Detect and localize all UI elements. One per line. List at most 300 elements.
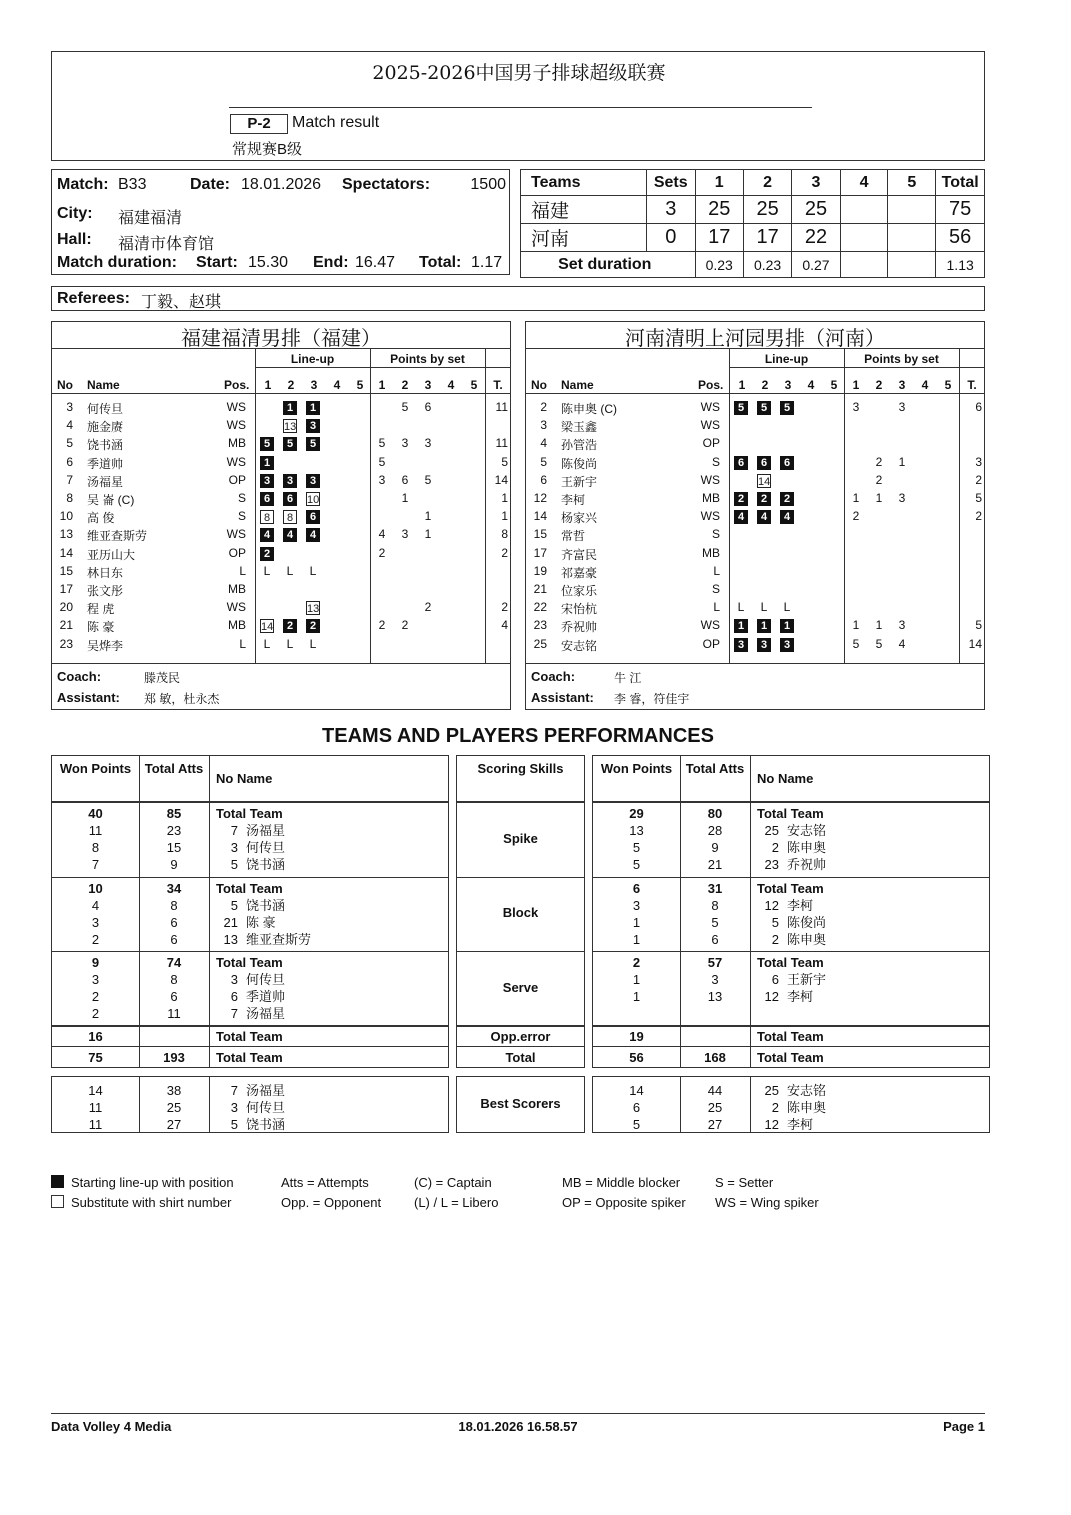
points-set-3: 3 bbox=[898, 491, 906, 505]
player-row bbox=[526, 473, 984, 491]
points-set-3: 3 bbox=[898, 400, 906, 414]
player-number: 2 bbox=[771, 1100, 779, 1115]
referees-box bbox=[51, 286, 985, 311]
points-set-2: 2 bbox=[401, 618, 409, 633]
referees-label: Referees: bbox=[57, 290, 130, 307]
points-set-1: 1 bbox=[852, 618, 860, 633]
coach-label: Coach: bbox=[531, 669, 576, 684]
starting-position-box: 6 bbox=[780, 456, 794, 470]
points-set-3: 6 bbox=[424, 400, 432, 414]
referees-names: 丁毅、赵琪 bbox=[141, 294, 222, 311]
total-atts: 28 bbox=[707, 823, 723, 838]
row-label: Total Team bbox=[757, 1029, 824, 1044]
starting-position-box: 4 bbox=[757, 510, 771, 524]
away-team-name: 河南清明上河园男排（河南） bbox=[625, 326, 885, 350]
points-set-1: 2 bbox=[378, 545, 386, 560]
name-header: Name bbox=[561, 378, 594, 392]
starting-position-box: 4 bbox=[780, 510, 794, 524]
legend-libero: (L) / L = Libero bbox=[414, 1195, 499, 1210]
player-name: 李柯 bbox=[561, 493, 586, 507]
points-set-2: 5 bbox=[875, 636, 883, 651]
perf-header-skill bbox=[456, 755, 585, 802]
set-duration-5 bbox=[888, 252, 936, 278]
total-atts: 44 bbox=[707, 1083, 723, 1098]
player-name: 安志铭 bbox=[787, 823, 827, 838]
points-set-3: 5 bbox=[424, 472, 432, 487]
points-by-set-header: Points by set bbox=[390, 352, 465, 366]
won-points: 4 bbox=[91, 898, 100, 913]
match-label: Match: bbox=[57, 176, 109, 193]
score-total: 56 bbox=[936, 224, 985, 252]
match-info-box bbox=[51, 169, 510, 275]
total-atts: 25 bbox=[166, 1100, 182, 1115]
won-points: 5 bbox=[632, 857, 641, 872]
total-atts: 8 bbox=[711, 898, 719, 913]
starting-position-box: 6 bbox=[757, 456, 771, 470]
player-position: S bbox=[711, 454, 720, 469]
player-name: 汤福星 bbox=[246, 823, 286, 838]
points-set-3: 1 bbox=[424, 509, 432, 524]
lineup-set3-header: 3 bbox=[784, 378, 792, 392]
pos-header: Pos. bbox=[224, 378, 250, 392]
lineup-header: Line-up bbox=[290, 352, 335, 366]
starting-position-box: 5 bbox=[306, 437, 320, 451]
perf-best-scorers-home bbox=[51, 1076, 449, 1133]
won-points: 10 bbox=[88, 881, 103, 896]
coach-name: 滕茂民 bbox=[144, 671, 181, 685]
pts-set3-header: 3 bbox=[424, 378, 432, 392]
points-set-1: 5 bbox=[852, 636, 860, 651]
perf-skill-spike-home bbox=[51, 802, 449, 878]
starting-position-box: 1 bbox=[780, 619, 794, 633]
total-atts: 21 bbox=[707, 857, 723, 872]
player-position: OP bbox=[702, 636, 720, 651]
won-points: 8 bbox=[91, 840, 100, 855]
category: 常规赛B级 bbox=[232, 141, 303, 158]
starting-position-box: 2 bbox=[306, 619, 320, 633]
won-points: 16 bbox=[88, 1029, 103, 1044]
player-position: WS bbox=[700, 618, 720, 633]
player-position: MB bbox=[228, 618, 246, 633]
player-name: 汤福星 bbox=[87, 474, 124, 489]
pts-set1-header: 1 bbox=[378, 378, 386, 392]
starting-position-box: 5 bbox=[757, 401, 771, 415]
player-row bbox=[52, 509, 510, 527]
set-duration-1: 0.23 bbox=[695, 252, 743, 278]
player-position: OP bbox=[702, 436, 720, 451]
set-duration-2: 0.23 bbox=[743, 252, 791, 278]
player-number: 12 bbox=[764, 898, 779, 913]
player-number: 6 bbox=[66, 454, 73, 469]
player-number: 14 bbox=[533, 509, 547, 524]
skill-name: Opp.error bbox=[490, 1029, 551, 1044]
player-number: 25 bbox=[764, 823, 779, 838]
won-points: 2 bbox=[91, 932, 100, 947]
points-set-1: 5 bbox=[378, 436, 386, 451]
total-atts-header: Total Atts bbox=[144, 761, 204, 776]
player-name: 陈俊尚 bbox=[787, 915, 827, 930]
won-points: 11 bbox=[88, 1117, 103, 1132]
perf-skill-block-skill bbox=[456, 877, 585, 952]
player-name: 梁玉鑫 bbox=[561, 420, 598, 435]
player-total: 14 bbox=[494, 472, 508, 487]
player-number: 23 bbox=[533, 618, 547, 633]
points-set-2: 5 bbox=[401, 400, 409, 414]
player-row bbox=[526, 418, 984, 436]
player-number: 19 bbox=[533, 563, 547, 578]
player-name: 施金赓 bbox=[87, 420, 124, 435]
libero-mark: L bbox=[263, 563, 271, 578]
footer-divider bbox=[51, 1413, 985, 1414]
player-number: 6 bbox=[540, 472, 547, 487]
player-name: 陈 豪 bbox=[87, 620, 115, 635]
pts-set2-header: 2 bbox=[875, 378, 883, 392]
total-atts: 23 bbox=[166, 823, 182, 838]
player-position: S bbox=[237, 509, 246, 524]
starting-position-box: 5 bbox=[734, 401, 748, 415]
score-header-teams: Teams bbox=[521, 170, 647, 196]
total-atts: 9 bbox=[711, 840, 719, 855]
substitute-box: 8 bbox=[283, 510, 297, 524]
player-row bbox=[52, 618, 510, 636]
player-row bbox=[52, 455, 510, 473]
player-number: 2 bbox=[771, 932, 779, 947]
won-points: 5 bbox=[632, 840, 641, 855]
player-total: 2 bbox=[975, 472, 982, 487]
starting-position-box: 6 bbox=[306, 510, 320, 524]
player-row bbox=[52, 546, 510, 564]
won-points: 1 bbox=[632, 915, 641, 930]
starting-position-box: 5 bbox=[283, 437, 297, 451]
footer-timestamp: 18.01.2026 16.58.57 bbox=[458, 1419, 578, 1434]
player-row bbox=[526, 618, 984, 636]
player-number: 7 bbox=[230, 1083, 238, 1098]
won-points: 2 bbox=[632, 955, 641, 970]
player-position: MB bbox=[702, 545, 720, 560]
starting-position-box: 1 bbox=[306, 401, 320, 415]
perf-skill-spike-away bbox=[592, 802, 990, 878]
score-header-set3: 3 bbox=[792, 170, 840, 196]
points-set-2: 1 bbox=[401, 491, 409, 505]
player-name: 位家乐 bbox=[561, 584, 598, 598]
substitute-box: 13 bbox=[307, 603, 320, 616]
player-number: 5 bbox=[66, 436, 73, 451]
perf-opp-error-home bbox=[51, 1025, 449, 1047]
lineup-set1-header: 1 bbox=[264, 378, 272, 392]
perf-total-away bbox=[592, 1046, 990, 1068]
substitute-box: 13 bbox=[284, 421, 297, 434]
perf-header-away bbox=[592, 755, 990, 802]
perf-skill-serve-away bbox=[592, 951, 990, 1027]
player-name: 李柯 bbox=[787, 989, 814, 1004]
player-number: 3 bbox=[230, 972, 238, 987]
points-set-2: 6 bbox=[401, 472, 409, 487]
player-total: 14 bbox=[968, 636, 982, 651]
player-row bbox=[526, 600, 984, 618]
footer-page: Page 1 bbox=[943, 1419, 985, 1434]
points-set-2: 3 bbox=[401, 527, 409, 542]
city-value: 福建福清 bbox=[118, 210, 183, 227]
won-points: 5 bbox=[632, 1117, 641, 1132]
perf-opp-error-skill bbox=[456, 1025, 585, 1047]
starting-position-box: 6 bbox=[283, 492, 297, 506]
player-total: 1 bbox=[501, 509, 508, 524]
pts-set1-header: 1 bbox=[852, 378, 860, 392]
score-set4 bbox=[840, 196, 888, 224]
starting-position-box: 3 bbox=[734, 638, 748, 652]
player-number: 13 bbox=[223, 932, 238, 947]
starting-position-box: 3 bbox=[306, 474, 320, 488]
player-name: 杨家兴 bbox=[561, 511, 598, 526]
won-points: 7 bbox=[91, 857, 100, 872]
starting-position-box: 3 bbox=[306, 419, 320, 433]
player-name: 饶书涵 bbox=[246, 1117, 286, 1132]
assistant-names: 李 睿，符佳宇 bbox=[614, 692, 690, 706]
player-number: 5 bbox=[230, 898, 238, 913]
player-number: 2 bbox=[771, 840, 779, 855]
player-position: WS bbox=[700, 509, 720, 524]
score-total: 75 bbox=[936, 196, 985, 224]
player-name: 陈申奥 (C) bbox=[561, 402, 617, 416]
total-atts: 6 bbox=[711, 932, 719, 947]
total-atts: 6 bbox=[170, 989, 178, 1004]
player-total: 2 bbox=[975, 509, 982, 524]
player-name: 汤福星 bbox=[246, 1006, 286, 1021]
total-atts: 3 bbox=[711, 972, 719, 987]
perf-total-skill bbox=[456, 1046, 585, 1068]
lineup-set4-header: 4 bbox=[807, 378, 815, 392]
libero-mark: L bbox=[309, 563, 317, 578]
score-set1: 25 bbox=[695, 196, 743, 224]
total-atts: 27 bbox=[707, 1117, 723, 1132]
player-row bbox=[526, 509, 984, 527]
won-points: 1 bbox=[632, 989, 641, 1004]
date-value: 18.01.2026 bbox=[241, 176, 322, 193]
set-duration-4 bbox=[840, 252, 888, 278]
points-set-1: 2 bbox=[852, 509, 860, 524]
player-name: 常哲 bbox=[561, 529, 586, 544]
points-set-1: 5 bbox=[378, 454, 386, 469]
player-number: 25 bbox=[764, 1083, 779, 1098]
player-name: 陈 豪 bbox=[246, 915, 276, 930]
score-set3: 22 bbox=[792, 224, 840, 252]
set-duration-row bbox=[521, 252, 985, 278]
won-points: 1 bbox=[632, 972, 641, 987]
won-points: 13 bbox=[629, 823, 644, 838]
row-label: Total Team bbox=[757, 1050, 824, 1065]
player-row bbox=[526, 455, 984, 473]
player-number: 5 bbox=[230, 857, 238, 872]
starting-position-box: 6 bbox=[260, 492, 274, 506]
score-header-sets: Sets bbox=[646, 170, 695, 196]
skill-name: Block bbox=[502, 905, 539, 920]
libero-mark: L bbox=[309, 636, 317, 651]
libero-mark: L bbox=[263, 636, 271, 651]
score-set2: 17 bbox=[743, 224, 791, 252]
set-duration-3: 0.27 bbox=[792, 252, 840, 278]
player-name: 林日东 bbox=[87, 565, 124, 580]
pts-set4-header: 4 bbox=[921, 378, 929, 392]
won-points: 56 bbox=[629, 1050, 644, 1065]
points-set-3: 1 bbox=[424, 527, 432, 542]
total-atts: 85 bbox=[166, 806, 182, 821]
assistant-names: 郑 敏，杜永杰 bbox=[144, 692, 220, 706]
competition-title: 2025-2026中国男子排球超级联赛 bbox=[372, 62, 666, 84]
player-row bbox=[52, 418, 510, 436]
player-position: MB bbox=[228, 436, 246, 451]
libero-mark: L bbox=[737, 600, 745, 615]
player-name: Total Team bbox=[216, 806, 283, 821]
skill-name: Spike bbox=[503, 830, 538, 846]
player-name: 季道帅 bbox=[87, 456, 124, 471]
lineup-set2-header: 2 bbox=[287, 378, 295, 392]
starting-position-box: 4 bbox=[283, 528, 297, 542]
player-name: Total Team bbox=[216, 955, 283, 970]
score-team-name: 福建 bbox=[521, 196, 647, 224]
starting-position-box: 2 bbox=[780, 492, 794, 506]
points-by-set-header: Points by set bbox=[864, 352, 939, 366]
no-header: No bbox=[57, 378, 73, 392]
won-points: 9 bbox=[91, 955, 100, 970]
player-row bbox=[52, 400, 510, 418]
lineup-set5-header: 5 bbox=[830, 378, 838, 392]
player-row bbox=[52, 564, 510, 582]
starting-position-box: 4 bbox=[260, 528, 274, 542]
player-number: 5 bbox=[540, 454, 547, 469]
player-number: 6 bbox=[771, 972, 779, 987]
player-name: 宋怡杭 bbox=[561, 602, 598, 617]
points-set-1: 1 bbox=[852, 491, 860, 505]
player-total: 11 bbox=[495, 436, 508, 451]
points-set-2: 1 bbox=[875, 618, 883, 633]
points-set-2: 1 bbox=[875, 491, 883, 505]
player-total: 5 bbox=[975, 491, 982, 505]
starting-position-box: 5 bbox=[260, 437, 274, 451]
player-total: 5 bbox=[501, 454, 508, 469]
player-name: 维亚查斯劳 bbox=[87, 529, 148, 544]
legend-atts: Atts = Attempts bbox=[281, 1175, 369, 1190]
won-points: 2 bbox=[91, 989, 100, 1004]
total-atts-header: Total Atts bbox=[685, 761, 745, 776]
name-header: Name bbox=[87, 378, 120, 392]
no-name-header: No Name bbox=[757, 771, 814, 786]
player-name: Total Team bbox=[757, 806, 824, 821]
player-position: MB bbox=[702, 491, 720, 505]
player-number: 20 bbox=[59, 600, 73, 615]
total-atts: 34 bbox=[166, 881, 182, 896]
player-row bbox=[526, 582, 984, 600]
player-position: L bbox=[713, 600, 720, 615]
player-number: 4 bbox=[66, 418, 73, 433]
player-name: 祁嘉豪 bbox=[561, 565, 598, 580]
report-name: Match result bbox=[292, 114, 380, 131]
player-number: 15 bbox=[59, 563, 73, 578]
total-atts: 15 bbox=[166, 840, 182, 855]
player-name: 乔祝帅 bbox=[787, 857, 827, 872]
player-number: 21 bbox=[533, 582, 547, 596]
legend-substitute: Substitute with shirt number bbox=[71, 1195, 232, 1210]
player-number: 3 bbox=[66, 400, 73, 414]
score-header-set2: 2 bbox=[743, 170, 791, 196]
player-position: WS bbox=[226, 527, 246, 542]
player-number: 13 bbox=[59, 527, 73, 542]
score-header-set1: 1 bbox=[695, 170, 743, 196]
player-number: 2 bbox=[540, 400, 547, 414]
player-total: 4 bbox=[501, 618, 508, 633]
player-name: 李柯 bbox=[787, 1117, 814, 1132]
player-row bbox=[52, 436, 510, 454]
player-number: 3 bbox=[230, 840, 238, 855]
player-name: 张文彤 bbox=[87, 584, 124, 598]
duration-label: Match duration: bbox=[57, 254, 177, 271]
total-atts: 57 bbox=[707, 955, 723, 970]
libero-mark: L bbox=[286, 563, 294, 578]
points-set-3: 2 bbox=[424, 600, 432, 615]
coach-label: Coach: bbox=[57, 669, 102, 684]
player-total: 8 bbox=[501, 527, 508, 542]
no-name-header: No Name bbox=[216, 771, 273, 786]
player-total: 1 bbox=[501, 491, 508, 505]
player-number: 23 bbox=[764, 857, 779, 872]
player-number: 17 bbox=[533, 545, 547, 560]
total-atts: 38 bbox=[166, 1083, 182, 1098]
player-number: 23 bbox=[59, 636, 73, 651]
perf-header-home bbox=[51, 755, 449, 802]
player-number: 4 bbox=[540, 436, 547, 451]
player-number: 12 bbox=[533, 491, 547, 505]
player-name: Total Team bbox=[757, 955, 824, 970]
starting-position-box: 2 bbox=[260, 547, 274, 561]
score-sets: 3 bbox=[646, 196, 695, 224]
won-points: 3 bbox=[91, 972, 100, 987]
date-label: Date: bbox=[190, 176, 231, 193]
score-header-set5: 5 bbox=[888, 170, 936, 196]
player-name: 王新宇 bbox=[561, 474, 598, 489]
total-atts: 13 bbox=[707, 989, 723, 1004]
perf-opp-error-away bbox=[592, 1025, 990, 1047]
end-value: 16.47 bbox=[355, 254, 396, 271]
pts-set5-header: 5 bbox=[944, 378, 952, 392]
player-name: Total Team bbox=[757, 881, 824, 896]
player-row bbox=[52, 637, 510, 655]
player-row bbox=[526, 400, 984, 418]
lineup-set3-header: 3 bbox=[310, 378, 318, 392]
score-table bbox=[520, 169, 985, 278]
starting-position-box: 1 bbox=[260, 456, 274, 470]
city-label: City: bbox=[57, 205, 93, 222]
player-name: 何传旦 bbox=[87, 402, 124, 416]
total-label: Total: bbox=[419, 254, 462, 271]
player-number: 10 bbox=[59, 509, 73, 524]
starting-position-box: 4 bbox=[734, 510, 748, 524]
legend-op: OP = Opposite spiker bbox=[562, 1195, 686, 1210]
player-total: 3 bbox=[975, 454, 982, 469]
starting-square-icon bbox=[51, 1175, 64, 1188]
lineup-set1-header: 1 bbox=[738, 378, 746, 392]
points-set-2: 3 bbox=[401, 436, 409, 451]
starting-position-box: 3 bbox=[260, 474, 274, 488]
total-atts: 9 bbox=[170, 857, 178, 872]
player-row bbox=[52, 473, 510, 491]
player-number: 3 bbox=[540, 418, 547, 433]
player-name: 何传旦 bbox=[246, 1100, 286, 1115]
total-atts: 193 bbox=[163, 1050, 185, 1065]
skill-name: Best Scorers bbox=[480, 1096, 561, 1111]
hall-label: Hall: bbox=[57, 231, 92, 248]
perf-skill-serve-home bbox=[51, 951, 449, 1027]
player-name: 陈申奥 bbox=[787, 1100, 827, 1115]
total-atts: 168 bbox=[704, 1050, 726, 1065]
